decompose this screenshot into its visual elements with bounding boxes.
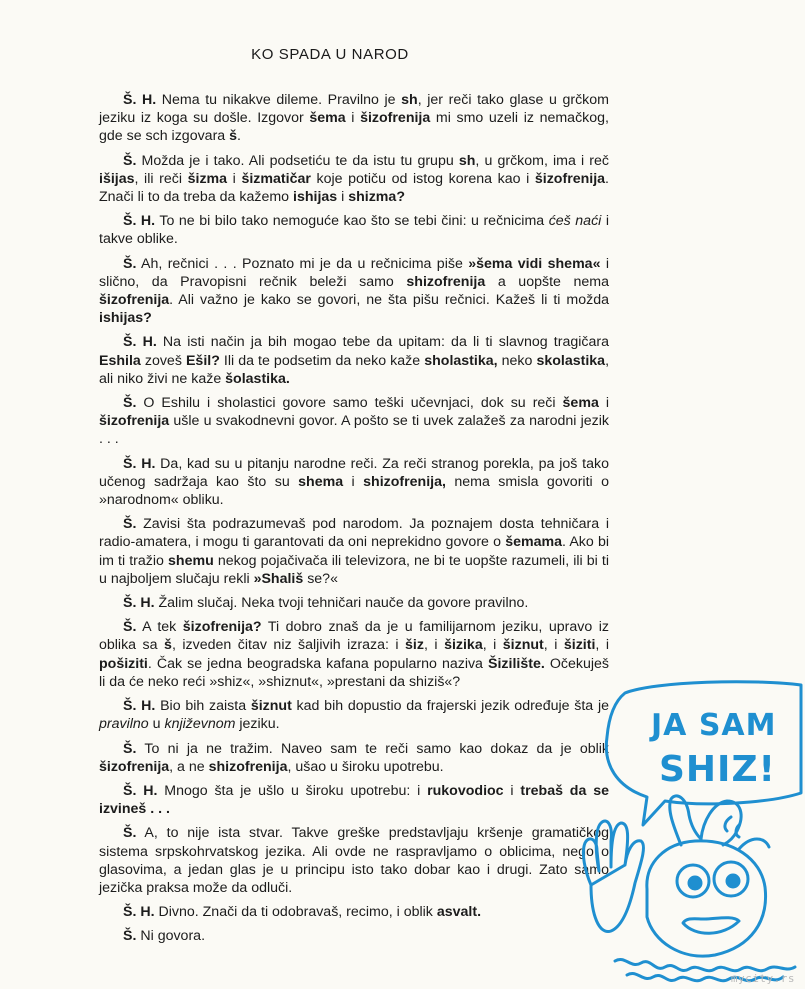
speaker-label: Š. H. [123,782,158,799]
text-run: kad bih dopustio da frajerski jezik određuje šta je [291,698,609,715]
bold-term: šizofrenija [99,292,170,309]
text-run: , u grčkom, ima i reč [475,152,609,169]
bold-term: asvalt. [436,904,482,921]
text-run: a uopšte nema [485,273,609,290]
watermark: mycity.rs [730,972,795,985]
dialogue-paragraph [99,903,609,921]
bold-term: šizofrenija [534,170,606,187]
bold-term: shizofrenija, [363,473,446,490]
bold-term: šema [309,110,346,127]
bold-term: Šizilište. [488,655,545,672]
creature-collar [615,959,795,970]
text-run: . Znači li to da treba da kažemo [99,170,609,206]
text-run: Zavisi šta podrazumevaš pod narodom. Ja poznajem dosta tehničara i radio-amatera, i mogu ti garantovati da oni neprekidno govore o [99,516,609,551]
text-run: Možda je i tako. Ali podsetiću te da istu tu grupu [136,152,459,169]
speaker-label: Š. H. [123,334,157,351]
text-run: i slično, da Pravopisni rečnik beleži samo [99,255,610,290]
bold-term: šolastika. [225,370,290,387]
text-run: O Eshilu i sholastici govore samo teški učevnjaci, dok su reči [136,395,563,412]
bold-term: šiznut [502,637,544,654]
dialogue-paragraph [99,152,609,207]
speaker-label: Š. [123,825,137,842]
text-run: Nema tu nikakve dileme. Pravilno je [156,92,402,108]
speaker-label: Š. H. [123,904,155,921]
italic-term: ćeš naći [548,213,602,230]
bold-term: ishijas? [99,310,152,327]
bold-term: š [164,637,172,654]
bold-term: »Shališ [253,570,304,587]
text-run: i takve oblike. [99,213,610,248]
speaker-label: Š. H. [123,213,156,230]
text-run: . Ali važno je kako se govori, ne šta pišu rečnici. Kažeš li ti možda [169,292,609,309]
text-run: i [345,110,361,127]
dialogue-paragraph [99,740,609,776]
text-run: Žalim slučaj. Neka tvoji tehničari nauče da govore pravilno. [154,595,529,612]
bold-term: sh [458,152,476,169]
dialogue-paragraph [99,824,609,897]
text-run: To ni ja ne tražim. Naveo sam te reči samo kao dokaz da je oblik [136,740,609,757]
text-run: A, to nije ista stvar. Takve greške predstavljaju kršenje gramatičkog sistema srpskohrvatskog jezika. Ali ovde ne raspravljamo o oblicima, nego o glasovima, a jedan glas je u principu isto tako dobar kao i drugi. Zato samo jezička praksa može da odluči. [99,825,609,896]
balloon-text-line1: JA SAM [651,708,777,743]
bold-term: sh [401,92,418,108]
dialogue-paragraph [99,515,609,588]
text-run: i [598,395,609,412]
dialogue-paragraph [99,618,609,691]
waving-hand [583,821,643,932]
text-run: Ti dobro znaš da je u familijarnom jeziku, upravo iz oblika sa [99,619,610,654]
text-run: u [148,716,165,733]
page-title: KO SPADA U NAROD [251,46,409,63]
text-run: , a ne [169,758,209,775]
text-run: i [343,473,364,490]
text-run: Divno. Znači da ti odobravaš, recimo, i oblik [154,904,437,921]
bold-term: shizma? [348,189,405,206]
text-run: i [227,170,242,187]
text-run: . [237,128,241,145]
speaker-label: Š. [123,395,137,412]
dialogue-paragraph [99,333,609,388]
text-run: , izveden čitav niz šaljivih izraza: i [171,637,406,654]
bold-term: Eshila [99,352,141,369]
text-run: , ali niko živi ne kaže [99,352,610,387]
bold-term: šizofrenija [99,413,170,430]
bold-term: šizma [187,170,228,187]
dialogue-paragraph [99,927,609,945]
speaker-label: Š. H. [123,92,157,108]
bold-term: shemu [168,552,214,569]
bold-term: šiziti [563,637,596,654]
dialogue-paragraph [99,212,609,248]
text-run: Ili da te podsetim da neko kaže [219,352,425,369]
dialogue-paragraph [99,455,609,510]
bold-term: sholastika, [424,352,498,369]
bold-term: š [229,128,238,145]
italic-term: pravilno [99,716,149,733]
bold-term: šizika [444,637,483,654]
text-run: koje potiču od istog korena kao i [310,170,535,187]
bold-term: šizmatičar [241,170,311,187]
text-run: Očekuješ li da će neko reći »shiz«, »shiznut«, »prestani da shiziš«? [99,655,609,690]
text-run: mi smo uzeli iz nemačkog, gde se sch izgovara [99,110,609,145]
dialogue-paragraph [99,91,609,146]
dialogue-paragraph [99,394,609,449]
bold-term: ishijas [293,189,338,206]
text-run: , i [595,637,609,654]
dialogue-body [99,91,609,952]
bold-term: shizofrenija [208,758,288,775]
text-run: jeziku. [235,716,280,733]
bold-term: trebaš da se izvineš . . . [99,782,609,818]
creature-head [647,841,766,956]
text-run: , ili reči [134,170,188,187]
text-run: Ni govora. [136,928,206,945]
dialogue-paragraph [99,697,609,733]
speaker-label: Š. [123,619,137,636]
bold-term: Ešil? [185,352,220,369]
bold-term: šizofrenija [99,758,170,775]
text-run: A tek [136,619,183,636]
speaker-label: Š. [123,516,137,533]
text-run: , i [482,637,503,654]
text-run: Bio bih zaista [155,698,251,715]
speaker-label: Š. [123,740,137,757]
bold-term: išijas [99,170,135,187]
text-run: i [337,189,349,206]
text-run: Mnogo šta je ušlo u široku upotrebu: i [157,782,428,799]
text-run: . Ako bi im ti tražio [99,534,609,569]
bold-term: šiznut [250,698,292,715]
text-run: , i [543,637,564,654]
balloon-text-line2: SHIZ! [659,749,776,790]
text-run: , jer reči tako glase u grčkom jeziku iz koga su došle. Izgovor [99,92,609,127]
text-run: neko [497,352,537,369]
creature-mouth [683,918,739,934]
dialogue-paragraph [99,255,609,328]
bold-term: rukovodioc [427,782,504,799]
italic-term: književnom [164,716,236,733]
text-run: Na isti način ja bih mogao tebe da upitam: da li ti slavnog tragičara [156,334,609,351]
speaker-label: Š. [123,928,137,945]
bold-term: šizofrenija? [182,619,262,636]
speaker-label: Š. H. [123,595,155,612]
shiz-cartoon-illustration [555,675,805,989]
text-run: To ne bi bilo tako nemoguće kao što se tebi čini: u rečnicima [155,213,549,230]
text-run: se?« [303,570,338,587]
text-run: , ušao u široku upotrebu. [287,758,444,775]
bold-term: šema [562,395,599,412]
text-run: zoveš [140,352,186,369]
speaker-label: Š. [123,152,137,169]
bold-term: pošiziti [99,655,148,672]
text-run: , i [423,637,445,654]
speaker-label: Š. [123,255,137,272]
text-run: Da, kad su u pitanju narodne reči. Za reči stranog porekla, pa još tako učenog sadržaja kao što su [99,455,609,490]
bold-term: »šema vidi shema« [468,255,601,272]
bold-term: skolastika [536,352,606,369]
dialogue-paragraph [99,782,609,818]
bold-term: shema [298,473,344,490]
text-run: Ah, rečnici . . . Poznato mi je da u rečnicima piše [136,255,469,272]
speaker-label: Š. H. [123,698,156,715]
bold-term: shizofrenija [406,273,486,290]
text-run: nema smisla govoriti o »narodnom« obliku. [99,473,609,509]
text-run: nekog pojačivača ili televizora, ne bi te uopšte razumeli, ili bi ti u najboljem slučaju rekli [99,552,609,587]
text-run: i [503,782,521,799]
dialogue-paragraph [99,594,609,612]
speaker-label: Š. H. [123,455,156,472]
bold-term: šiz [405,637,424,654]
text-run: . Čak se jedna beogradska kafana popularno naziva [147,655,489,672]
text-run: ušle u svakodnevni govor. A pošto se ti uvek zalažeš za narodni jezik . . . [99,413,609,448]
bold-term: šizofrenija [360,110,431,127]
bold-term: šemama [505,534,562,551]
